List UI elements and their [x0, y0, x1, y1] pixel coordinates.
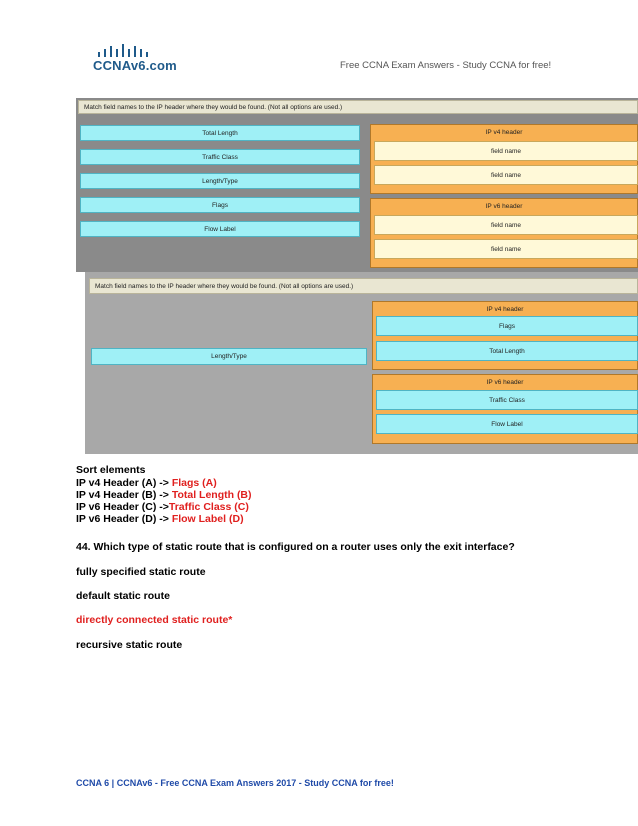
site-logo-text: CCNAv6.com — [93, 58, 177, 73]
field-option-length-type[interactable]: Length/Type — [91, 348, 367, 365]
answer-option: default static route — [76, 590, 170, 602]
ipv4-slot-flags[interactable]: Flags — [376, 316, 638, 336]
answer-option: recursive static route — [76, 639, 183, 651]
ipv4-slot-total-length[interactable]: Total Length — [376, 341, 638, 361]
ipv4-header-label: IP v4 header — [486, 306, 524, 313]
ipv6-drop-slot[interactable]: field name — [374, 215, 638, 235]
sort-line-prefix: IP v6 Header (C) -> — [76, 501, 169, 513]
ipv6-header-label: IP v6 header — [485, 203, 523, 210]
ipv6-header-label: IP v6 header — [486, 379, 524, 386]
ipv6-slot-flow-label[interactable]: Flow Label — [376, 414, 638, 434]
instruction-bar: Match field names to the IP header where they would be found. (Not all options are used.) — [89, 278, 638, 294]
sort-line — [76, 489, 252, 501]
ipv4-drop-slot[interactable]: field name — [374, 165, 638, 185]
field-option-flow-label[interactable]: Flow Label — [80, 221, 360, 237]
ipv6-slot-traffic-class[interactable]: Traffic Class — [376, 390, 638, 410]
sort-line — [76, 501, 249, 513]
ipv4-drop-slot[interactable]: field name — [374, 141, 638, 161]
question-text: 44. Which type of static route that is configured on a router uses only the exit interface? — [76, 541, 515, 553]
field-option-length-type[interactable]: Length/Type — [80, 173, 360, 189]
answer-option: fully specified static route — [76, 566, 206, 578]
answer-option-correct: directly connected static route* — [76, 614, 233, 626]
header-tagline: Free CCNA Exam Answers - Study CCNA for free! — [340, 60, 552, 71]
sort-line-answer: Flow Label (D) — [171, 513, 244, 525]
sort-line-prefix: IP v4 Header (B) -> — [76, 489, 172, 501]
sort-line-answer: Total Length (B) — [171, 489, 252, 501]
field-option-flags[interactable]: Flags — [80, 197, 360, 213]
footer-link[interactable]: CCNA 6 | CCNAv6 - Free CCNA Exam Answers 2017 - Study CCNA for free! — [76, 778, 394, 788]
sort-line — [76, 513, 244, 525]
sort-line-prefix: IP v4 Header (A) -> — [76, 477, 172, 489]
sort-title: Sort elements — [76, 464, 146, 476]
instruction-bar: Match field names to the IP header where they would be found. (Not all options are used.) — [78, 100, 638, 114]
sort-line-answer: Traffic Class (C) — [168, 501, 249, 513]
ipv6-drop-slot[interactable]: field name — [374, 239, 638, 259]
sort-line — [76, 477, 217, 489]
sort-line-prefix: IP v6 Header (D) -> — [76, 513, 172, 525]
field-option-traffic-class[interactable]: Traffic Class — [80, 149, 360, 165]
ipv4-header-label: IP v4 header — [485, 129, 523, 136]
field-option-total-length[interactable]: Total Length — [80, 125, 360, 141]
sort-line-answer: Flags (A) — [171, 477, 217, 489]
